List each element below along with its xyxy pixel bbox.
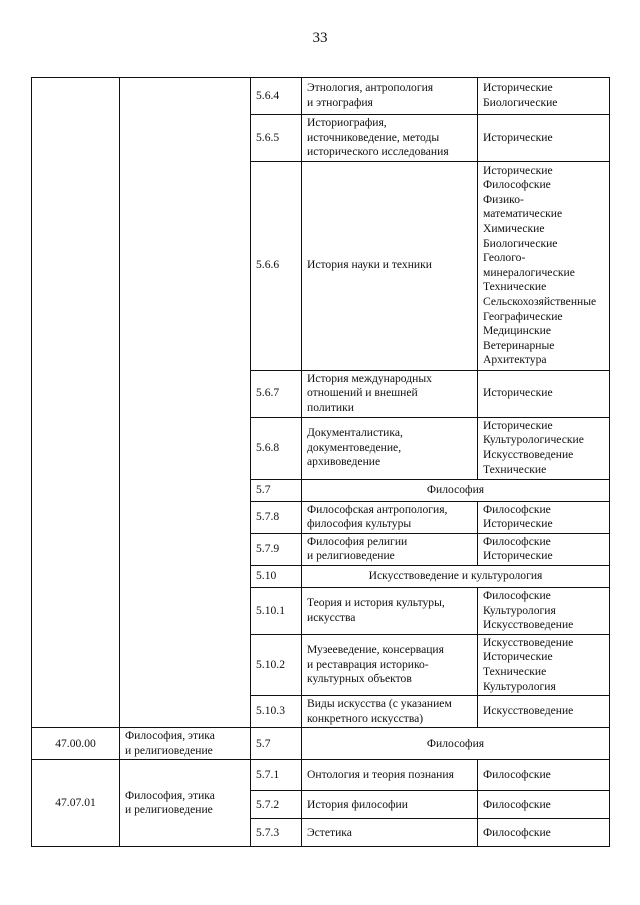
cell-line: исторического исследования: [307, 145, 449, 159]
cell-line: Философские: [483, 502, 551, 516]
cell-line: минералогические: [483, 265, 575, 279]
cell-line: политики: [307, 400, 354, 414]
science-fields: [478, 587, 610, 634]
specialty-title: [302, 696, 478, 728]
science-fields: [478, 78, 610, 115]
cell-line: отношений и внешней: [307, 386, 418, 400]
specialties-table: [31, 77, 610, 847]
cell-line: Философская антропология,: [307, 502, 448, 516]
cell-line: Культурология: [483, 603, 556, 617]
cell-line: Онтология и теория познания: [307, 768, 454, 782]
cell-line: Химические: [483, 222, 545, 235]
specialty-title: [302, 370, 478, 417]
cell-line: Исторические: [483, 418, 553, 432]
direction-name: [120, 728, 251, 760]
specialty-title: [302, 791, 478, 819]
specialty-code: 5.6.8: [251, 417, 302, 479]
science-fields: [478, 760, 610, 791]
specialty-code: 5.7: [251, 728, 302, 760]
cell-line: Искусствоведение: [483, 448, 574, 462]
group-title: Философия: [302, 728, 610, 760]
cell-line: Архитектура: [483, 353, 547, 367]
cell-line: Философские: [483, 178, 551, 192]
cell-line: Искусствоведение: [483, 618, 574, 632]
specialty-title: [302, 78, 478, 115]
cell-line: и этнография: [307, 96, 373, 109]
cell-line: Документалистика,: [307, 426, 403, 440]
cell-line: Философские: [483, 534, 551, 548]
cell-line: Теория и история культуры,: [307, 596, 445, 610]
specialty-title: [302, 533, 478, 565]
cell-line: Этнология, антропология: [307, 81, 434, 95]
table-row: [32, 78, 610, 115]
cell-line: и религиоведение: [125, 803, 213, 817]
science-fields: [478, 696, 610, 728]
specialty-title: [302, 417, 478, 479]
specialty-code: 5.10: [251, 565, 302, 587]
direction-code: 47.00.00: [32, 728, 120, 760]
specialty-code: 5.10.1: [251, 587, 302, 634]
direction-name-empty: [120, 78, 251, 728]
cell-line: Ветеринарные: [483, 338, 555, 352]
specialty-title: [302, 115, 478, 162]
cell-line: и реставрация историко-: [307, 657, 429, 671]
cell-line: Биологические: [483, 236, 558, 250]
specialty-code: 5.7.2: [251, 791, 302, 819]
cell-line: философия культуры: [307, 517, 412, 531]
table-row: [32, 728, 610, 760]
cell-line: История международных: [307, 371, 432, 385]
cell-line: Культурологические: [483, 433, 584, 447]
cell-line: Эстетика: [307, 825, 352, 839]
cell-line: Физико-: [483, 192, 524, 206]
specialty-title: [302, 587, 478, 634]
science-fields: [478, 370, 610, 417]
specialty-code: 5.6.5: [251, 115, 302, 162]
cell-line: История философии: [307, 797, 408, 811]
cell-line: Исторические: [483, 549, 553, 563]
specialty-title: [302, 819, 478, 847]
science-fields: [478, 501, 610, 533]
cell-line: математические: [483, 207, 563, 221]
science-fields: [478, 819, 610, 847]
cell-line: Философские: [483, 797, 551, 811]
specialty-code: 5.7.9: [251, 533, 302, 565]
direction-code: 47.07.01: [32, 760, 120, 847]
cell-line: Историография,: [307, 116, 387, 129]
cell-line: искусства: [307, 610, 356, 624]
cell-line: Исторические: [483, 386, 553, 400]
direction-code-empty: [32, 78, 120, 728]
cell-line: Биологические: [483, 96, 558, 109]
specialty-title: [302, 634, 478, 695]
cell-line: конкретного искусства): [307, 711, 424, 725]
cell-line: Искусствоведение: [483, 704, 574, 718]
science-fields: [478, 533, 610, 565]
group-title: Искусствоведение и культурология: [302, 565, 610, 587]
specialty-code: 5.6.4: [251, 78, 302, 115]
specialty-title: [302, 760, 478, 791]
specialty-title: [302, 501, 478, 533]
specialty-code: 5.10.3: [251, 696, 302, 728]
cell-line: Технические: [483, 664, 547, 678]
cell-line: Искусствоведение: [483, 635, 574, 649]
table-body: [32, 78, 610, 847]
cell-line: Исторические: [483, 81, 553, 95]
cell-line: Геолого-: [483, 251, 526, 265]
cell-line: Сельскохозяйственные: [483, 294, 597, 308]
cell-line: Виды искусства (с указанием: [307, 697, 452, 711]
specialty-code: 5.7.1: [251, 760, 302, 791]
specialty-code: 5.7.8: [251, 501, 302, 533]
cell-line: культурных объектов: [307, 672, 412, 686]
cell-line: Технические: [483, 462, 547, 476]
cell-line: Исторические: [483, 130, 553, 144]
science-fields: [478, 634, 610, 695]
cell-line: Философские: [483, 825, 551, 839]
science-fields: [478, 791, 610, 819]
cell-line: документоведение,: [307, 440, 402, 454]
direction-name: [120, 760, 251, 847]
cell-line: и религиоведение: [125, 743, 213, 757]
cell-line: Философия религии: [307, 534, 408, 548]
cell-line: Философские: [483, 588, 551, 602]
specialty-code: 5.7: [251, 479, 302, 501]
specialty-title: [302, 161, 478, 370]
table-row: [32, 760, 610, 791]
page-number: 33: [312, 30, 328, 46]
cell-line: Культурология: [483, 679, 556, 693]
cell-line: Музееведение, консервация: [307, 643, 444, 657]
specialty-code: 5.7.3: [251, 819, 302, 847]
cell-line: Технические: [483, 280, 547, 294]
science-fields: [478, 417, 610, 479]
cell-line: Философские: [483, 768, 551, 782]
science-fields: [478, 115, 610, 162]
cell-line: Исторические: [483, 163, 553, 177]
specialty-code: 5.10.2: [251, 634, 302, 695]
cell-line: Географические: [483, 309, 563, 323]
cell-line: История науки и техники: [307, 258, 432, 272]
cell-line: источниковедение, методы: [307, 130, 440, 144]
group-title: Философия: [302, 479, 610, 501]
cell-line: Исторические: [483, 517, 553, 531]
science-fields: [478, 161, 610, 370]
specialty-code: 5.6.7: [251, 370, 302, 417]
cell-line: Философия, этика: [125, 788, 215, 802]
cell-line: архивоведение: [307, 455, 381, 469]
cell-line: и религиоведение: [307, 549, 395, 563]
cell-line: Исторические: [483, 650, 553, 664]
cell-line: Медицинские: [483, 324, 551, 338]
specialty-code: 5.6.6: [251, 161, 302, 370]
cell-line: Философия, этика: [125, 729, 215, 743]
